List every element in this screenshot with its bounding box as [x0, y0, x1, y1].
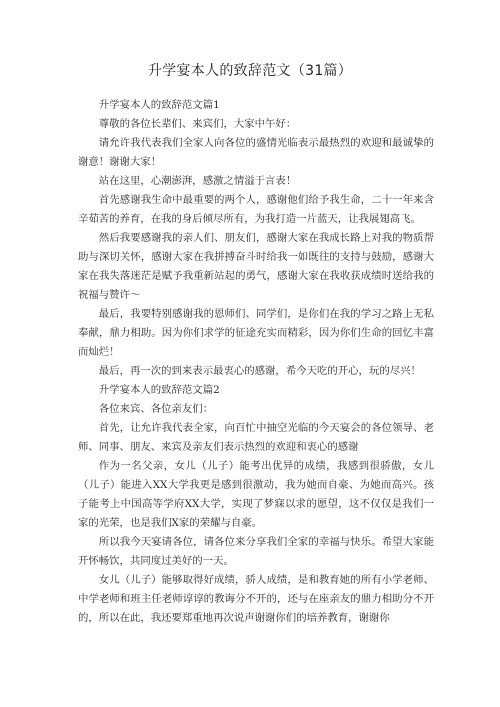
paragraph: 最后，再一次的到来表示最衷心的感谢，希今天吃的开心，玩的尽兴！ — [98, 365, 421, 377]
paragraph: 请允许我代表我们全家人向各位的盛情光临表示最热烈的欢迎和最诚挚的谢意！谢谢大家！ — [78, 137, 434, 168]
paragraph: 然后我要感谢我的亲人们、朋友们，感谢大家在我成长路上对我的物质帮助与深切关怀，感谢大家在我拼搏奋斗时给我一如既往的支持与鼓励，感谢大家在我失落迷茫是赋予我重新站起的勇气，感谢大家在我收获成绩时送给我的祝福与赞许～ — [78, 232, 434, 301]
paragraph: 各位来宾、各位亲友们： — [98, 403, 214, 415]
paragraph: 作为一名父亲，女儿（儿子）能考出优异的成绩，我感到很骄傲，女儿（儿子）能进入XX大学我更是感到很激动，我为她而自豪、为她而高兴。孩子能考上中国高等学府XX大学，实现了梦寐以求的愿望，这不仅仅是我们一家的光荣，也是我们X家的荣耀与自豪。 — [78, 460, 434, 529]
section-heading: 升学宴本人的致辞范文篇2 — [98, 384, 220, 396]
document-title: 升学宴本人的致辞范文（31篇） — [147, 63, 353, 79]
document-body — [78, 96, 434, 628]
paragraph: 站在这里，心潮澎湃，感激之情溢于言表！ — [98, 175, 297, 187]
paragraph: 首先感谢我生命中最重要的两个人，感谢他们给予我生命，二十一年来含辛茹苦的养育，在我的身后倾尽所有，为我打造一片蓝天，让我展翅高飞。 — [78, 194, 434, 225]
section-heading: 升学宴本人的致辞范文篇1 — [98, 99, 220, 111]
paragraph: 尊敬的各位长辈们、来宾们，大家中午好： — [98, 118, 297, 130]
paragraph: 首先，让允许我代表全家，向百忙中抽空光临的今天宴会的各位领导、老师、同事、朋友、来宾及亲友们表示热烈的欢迎和衷心的感谢 — [78, 422, 434, 453]
paragraph: 女儿（儿子）能够取得好成绩，骄人成绩，是和教育她的所有小学老师、中学老师和班主任老师谆谆的教诲分不开的，还与在座亲友的鼎力相助分不开的，所以在此，我还要郑重地再次说声谢谢你们的培养教育，谢谢你 — [78, 574, 434, 624]
paragraph: 所以我今天宴请各位，请各位来分享我们全家的幸福与快乐。希望大家能开怀畅饮，共同度过美好的一天。 — [78, 536, 434, 567]
paragraph: 最后，我要特别感谢我的恩师们、同学们，是你们在我的学习之路上无私奉献，鼎力相助。因为你们求学的征途充实而精彩，因为你们生命的回忆丰富而灿烂！ — [78, 308, 434, 358]
